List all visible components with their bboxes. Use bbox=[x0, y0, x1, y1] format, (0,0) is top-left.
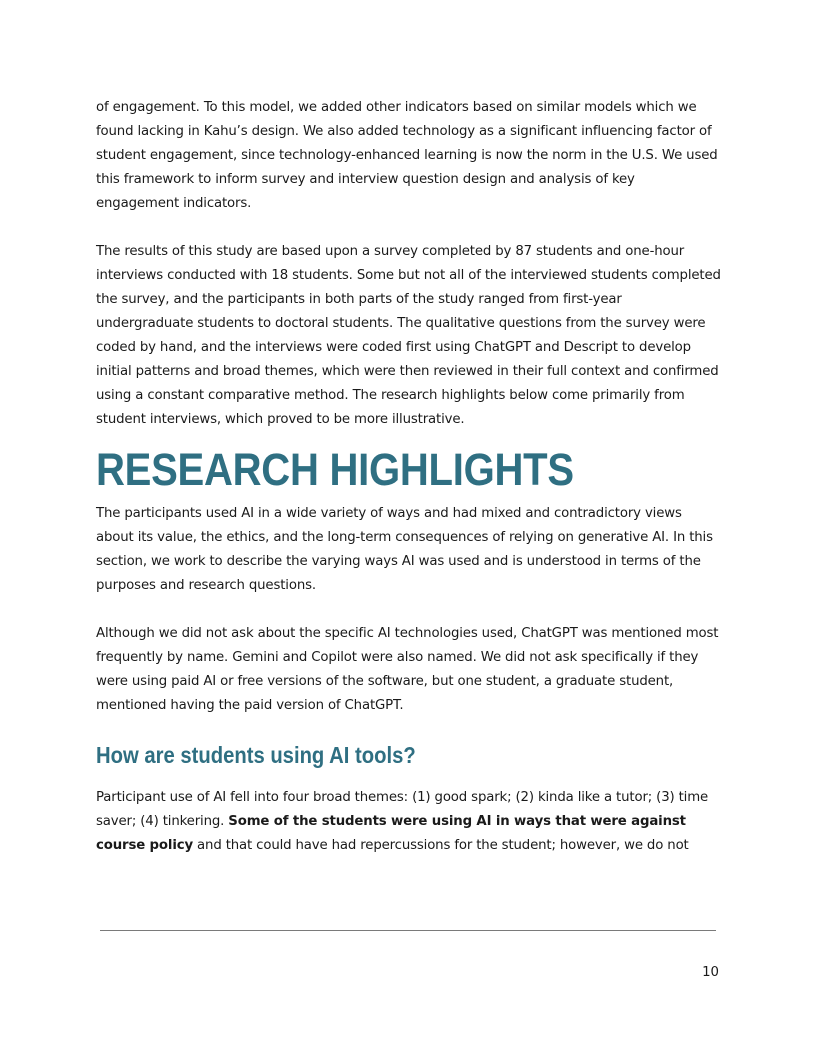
body-paragraph: The participants used AI in a wide variety of ways and had mixed and contradictory views about its value, the ethics, and the long-term consequences of relying on generative AI. In this section, we work to describe the varying ways AI was used and is understood in terms of the purposes and research questions. bbox=[96, 506, 713, 593]
subsection-heading: How are students using AI tools? bbox=[96, 742, 416, 768]
section-heading: RESEARCH HIGHLIGHTS bbox=[96, 444, 574, 495]
paragraph-text: Participant use of AI fell into four broad themes: (1) good spark; (2) kinda like a tutor; (3) time saver; (4) tinkering. bbox=[96, 790, 709, 829]
document-page bbox=[96, 96, 721, 858]
footer-divider bbox=[100, 930, 716, 931]
body-paragraph: Although we did not ask about the specific AI technologies used, ChatGPT was mentioned most frequently by name. Gemini and Copilot were also named. We did not ask specifically if they were using paid AI or free versions of the software, but one student, a graduate student, mentioned having the paid version of ChatGPT. bbox=[96, 626, 719, 713]
paragraph-text: and that could have had repercussions for the student; however, we do not bbox=[192, 838, 689, 853]
body-paragraph bbox=[96, 786, 721, 858]
body-paragraph: The results of this study are based upon a survey completed by 87 students and one-hour interviews conducted with 18 students. Some but not all of the interviewed students completed the survey, and the participants in both parts of the study ranged from first-year undergraduate students to doctoral students. The qualitative questions from the survey were coded by hand, and the interviews were coded first using ChatGPT and Descript to develop initial patterns and broad themes, which were then reviewed in their full context and confirmed using a constant comparative method. The research highlights below come primarily from student interviews, which proved to be more illustrative. bbox=[96, 244, 721, 427]
bold-emphasis: Some of the students were using AI in ways that were against course policy bbox=[96, 814, 686, 853]
page-number: 10 bbox=[702, 965, 719, 980]
body-paragraph: of engagement. To this model, we added other indicators based on similar models which we found lacking in Kahu’s design. We also added technology as a significant influencing factor of student engagement, since technology-enhanced learning is now the norm in the U.S. We used this framework to inform survey and interview question design and analysis of key engagement indicators. bbox=[96, 100, 718, 211]
